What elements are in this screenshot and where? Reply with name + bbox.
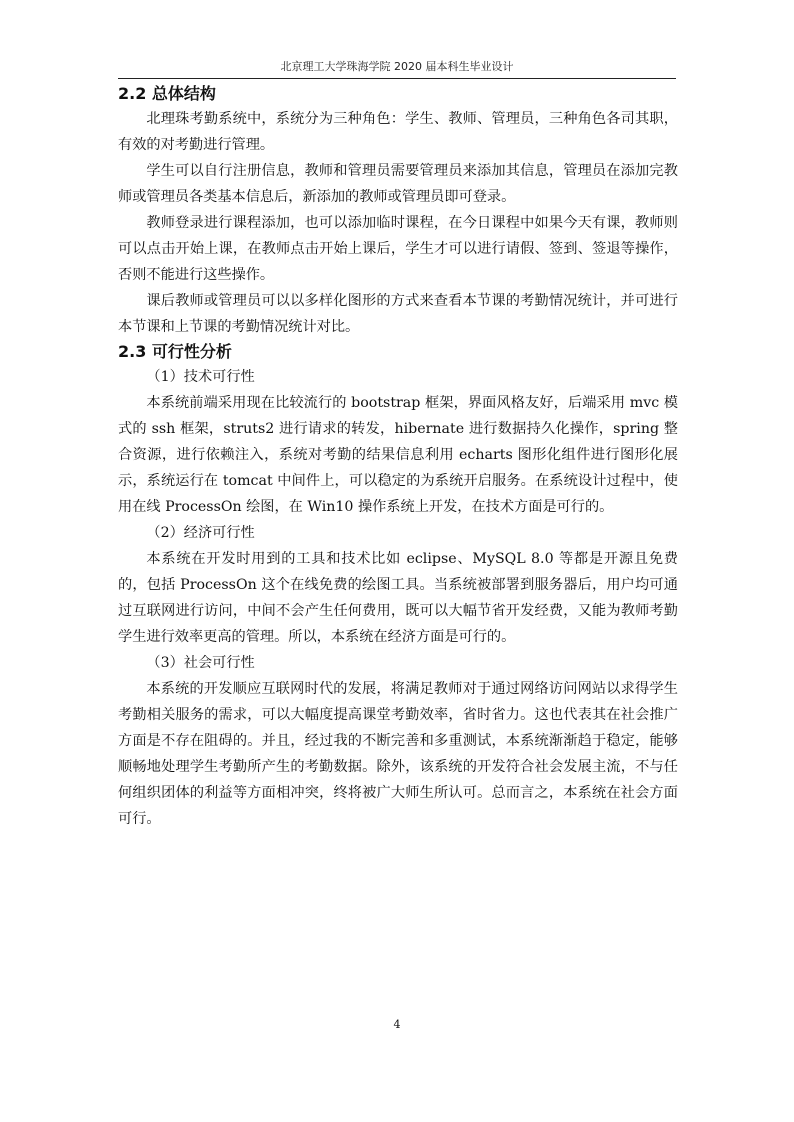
page-header: 北京理工大学珠海学院 2020 届本科生毕业设计 xyxy=(118,56,676,79)
technical-feasibility-paragraph: 本系统前端采用现在比较流行的 bootstrap 框架，界面风格友好，后端采用 mvc 模式的 ssh 框架，struts2 进行请求的转发，hibernate 进行数据持久化操作，spring 整合资源，进行依赖注入，系统对考勤的结果信息利用 echarts 图形化组件进行图形化展示，系统运行在 tomcat 中间件上，可以稳定的为系统开启服务。在系统设计过程中，使用在线 ProcessOn 绘图，在 Win10 操作系统上开发，在技术方面是可行的。 xyxy=(118,395,678,515)
section-2-2-paragraph-4: 课后教师或管理员可以以多样化图形的方式来查看本节课的考勤情况统计，并可进行本节课和上节课的考勤情况统计对比。 xyxy=(118,293,678,335)
section-2-2-paragraph-3: 教师登录进行课程添加，也可以添加临时课程，在今日课程中如果今天有课，教师则可以点击开始上课，在教师点击开始上课后，学生才可以进行请假、签到、签退等操作，否则不能进行这些操作。 xyxy=(118,215,678,283)
social-feasibility-title: （3）社会可行性 xyxy=(146,655,255,671)
section-2-3-heading: 2.3 可行性分析 xyxy=(118,342,232,361)
technical-feasibility-title: （1）技术可行性 xyxy=(146,369,255,385)
section-2-2-paragraph-1: 北理珠考勤系统中，系统分为三种角色：学生、教师、管理员，三种角色各司其职，有效的对考勤进行管理。 xyxy=(118,111,678,153)
social-feasibility-paragraph: 本系统的开发顺应互联网时代的发展，将满足教师对于通过网络访问网站以求得学生考勤相关服务的需求，可以大幅度提高课堂考勤效率，省时省力。这也代表其在社会推广方面是不存在阻碍的。并且，经过我的不断完善和多重测试，本系统渐渐趋于稳定，能够顺畅地处理学生考勤所产生的考勤数据。除外，该系统的开发符合社会发展主流，不与任何组织团体的利益等方面相冲突，终将被广大师生所认可。总而言之，本系统在社会方面可行。 xyxy=(118,681,678,827)
page-number: 4 xyxy=(393,1018,401,1031)
economic-feasibility-paragraph: 本系统在开发时用到的工具和技术比如 eclipse、MySQL 8.0 等都是开源且免费的，包括 ProcessOn 这个在线免费的绘图工具。当系统被部署到服务器后，用户均可通过互联网进行访问，中间不会产生任何费用，既可以大幅节省开发经费，又能为教师考勤学生进行效率更高的管理。所以，本系统在经济方面是可行的。 xyxy=(118,551,678,645)
section-2-2-heading: 2.2 总体结构 xyxy=(118,84,216,103)
section-2-2-paragraph-2: 学生可以自行注册信息，教师和管理员需要管理员来添加其信息，管理员在添加完教师或管理员各类基本信息后，新添加的教师或管理员即可登录。 xyxy=(118,163,678,205)
document-body xyxy=(118,82,678,832)
economic-feasibility-title: （2）经济可行性 xyxy=(146,525,255,541)
